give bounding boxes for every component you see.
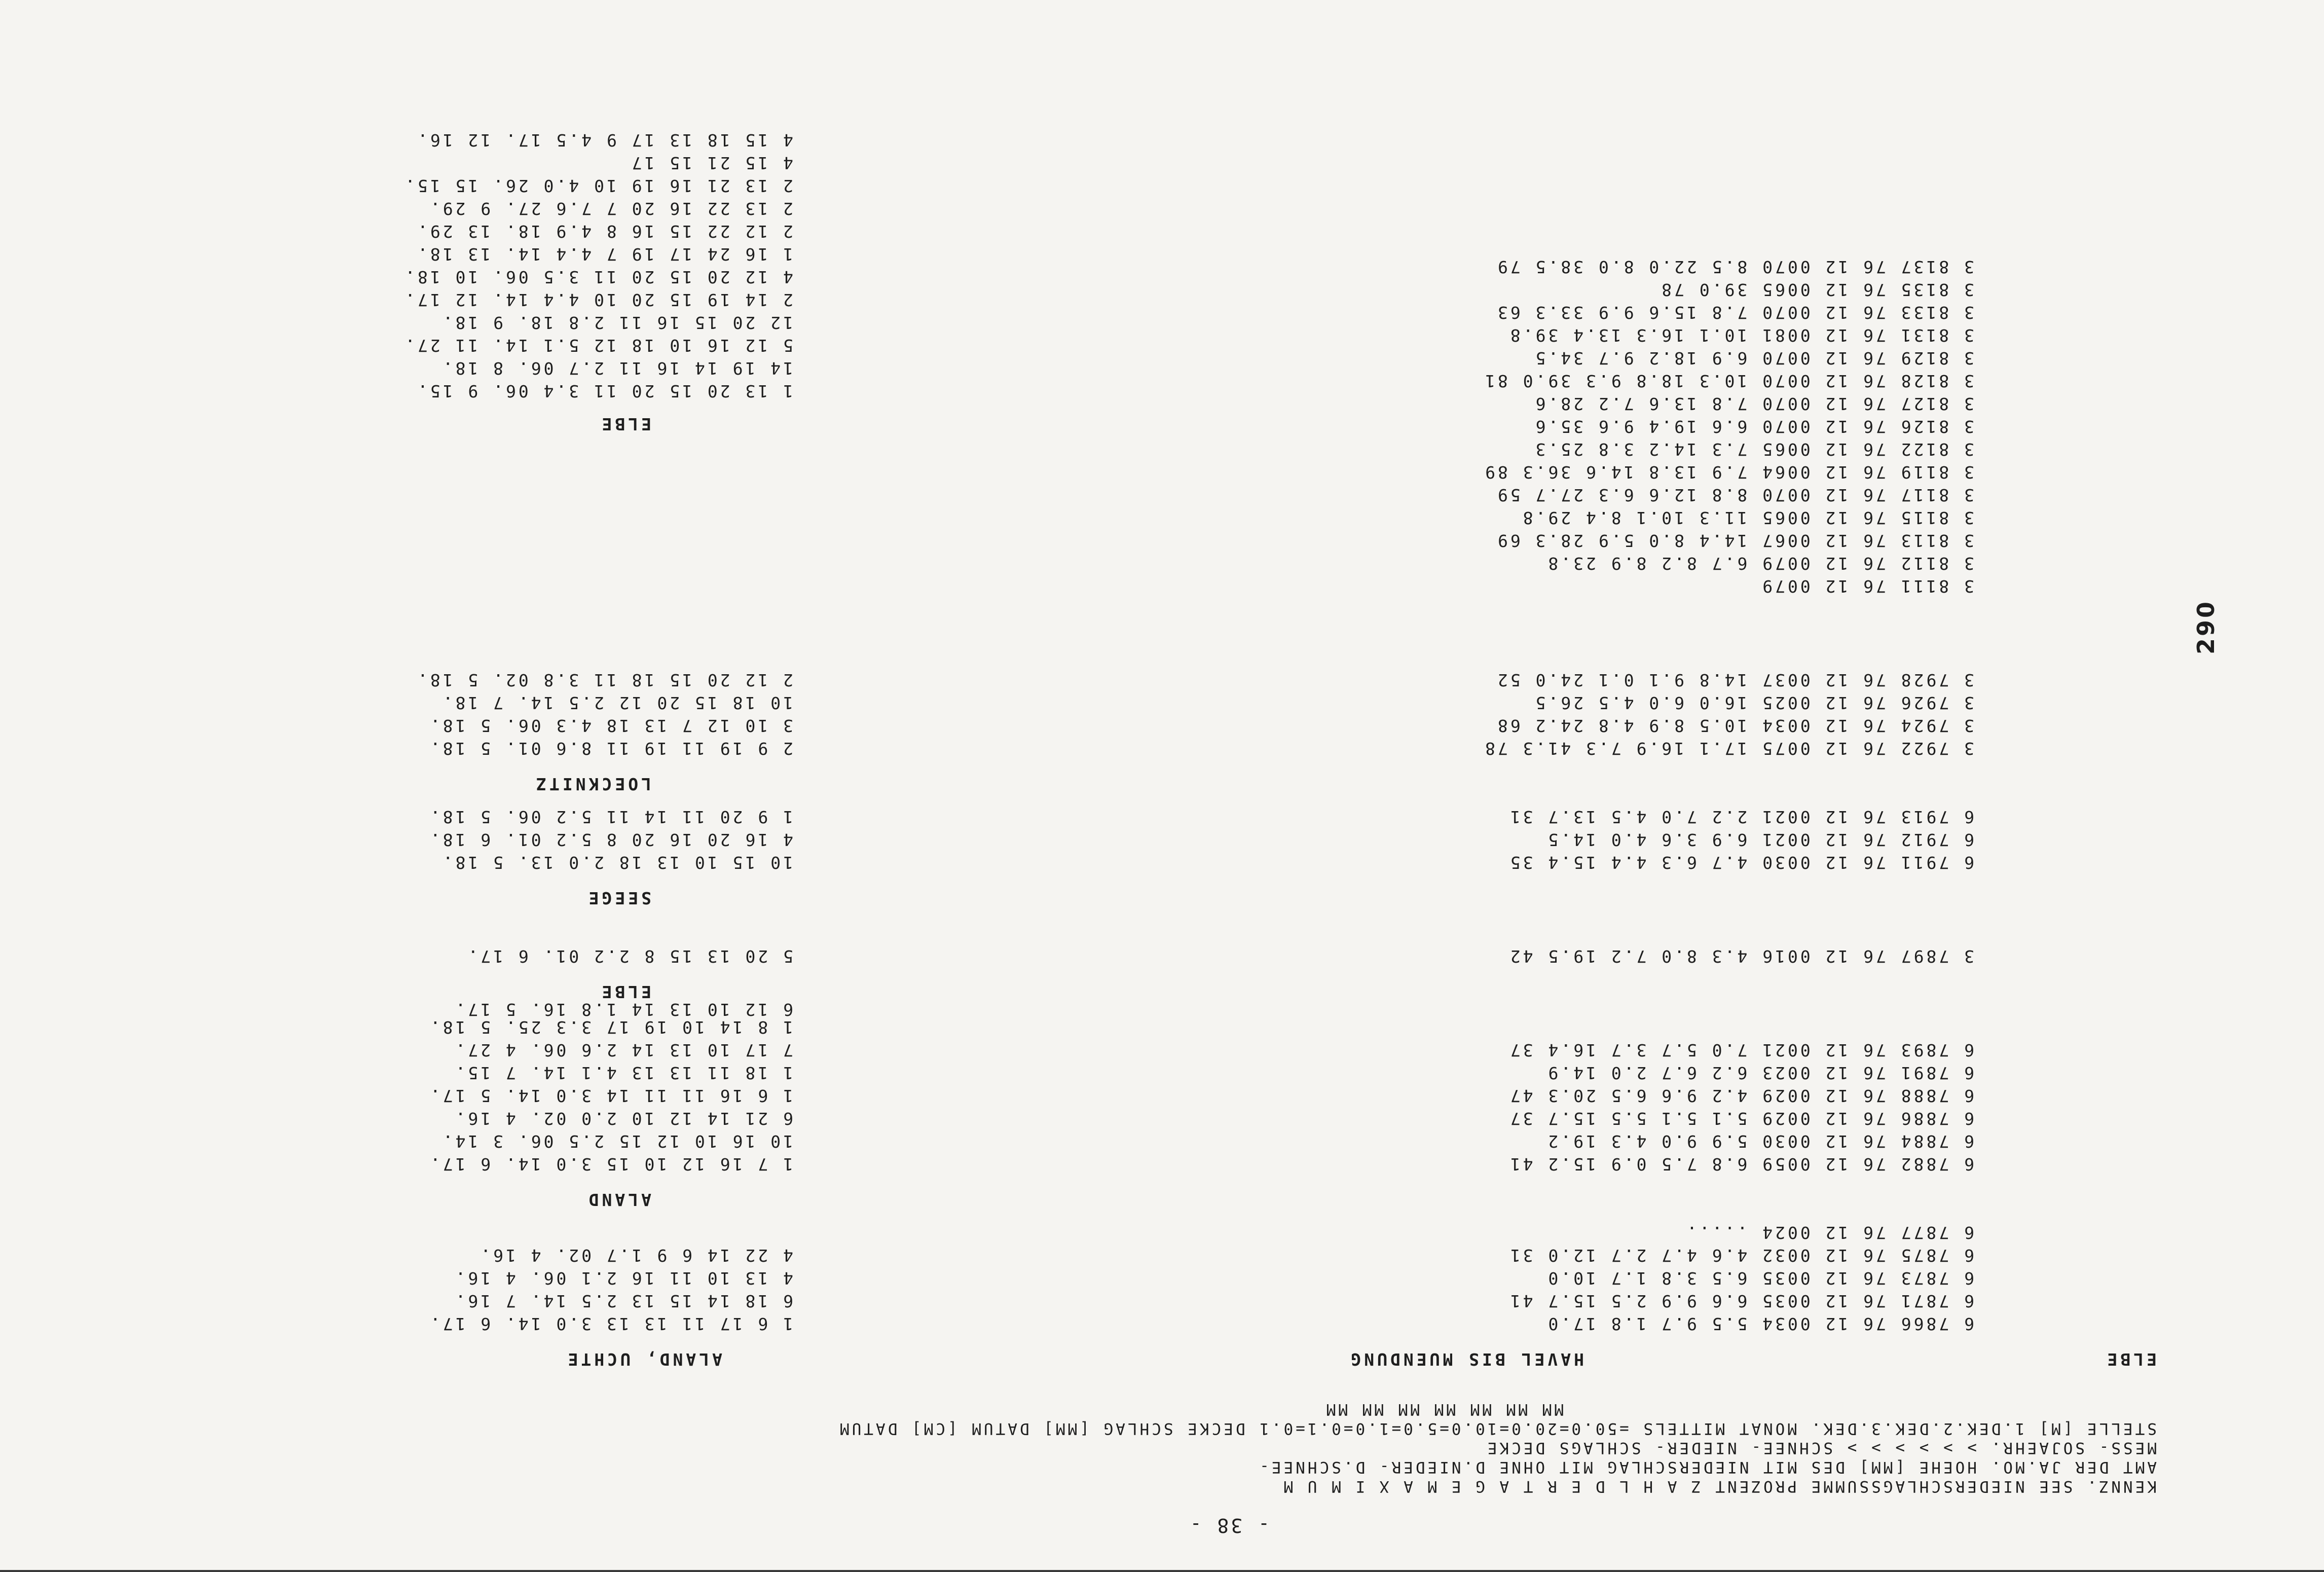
day-count-row: 10 16 10 12 15 2.5 06. 3 14.	[440, 1131, 793, 1151]
page-number: - 38 -	[1188, 1514, 1270, 1537]
day-count-row: 12 20 15 16 11 2.8 18. 9 18.	[440, 313, 793, 333]
day-count-row: 6 12 10 13 14 1.8 16. 5 17.	[453, 1000, 793, 1019]
section-title-aland-uchte: ALAND, UCHTE	[565, 1349, 722, 1369]
station-row: 6 7884 76 12 0030 5.9 9.0 4.3 19.2	[1545, 1131, 1974, 1151]
station-row: 6 7886 76 12 0029 5.1 5.1 5.5 15.7 37	[1507, 1109, 1974, 1128]
day-count-row: 2 13 22 16 20 7 7.6 27. 9 29.	[427, 199, 793, 218]
section-title: ELBE	[599, 982, 651, 1002]
station-row: 6 7866 76 12 0034 5.5 9.7 1.8 17.0	[1545, 1314, 1974, 1334]
day-count-row: 3 10 12 7 13 18 4.3 06. 5 18.	[427, 716, 793, 736]
top-edge-rule	[0, 1570, 2324, 1572]
day-count-row: 1 13 20 15 20 11 3.4 06. 9 15.	[415, 381, 793, 401]
section-title: SEEGE	[585, 888, 651, 908]
station-row: 3 8135 76 12 0065 39.0 78	[1659, 280, 1974, 300]
station-row: 3 7897 76 12 0016 4.3 8.0 7.2 19.5 42	[1507, 946, 1974, 966]
station-row: 6 7911 76 12 0030 4.7 6.3 4.4 15.4 35	[1507, 853, 1974, 872]
day-count-row: 10 18 15 20 12 2.5 14. 7 18.	[440, 693, 793, 713]
station-row: 6 7882 76 12 0059 6.8 7.5 0.9 15.2 41	[1507, 1154, 1974, 1174]
day-count-row: 5 12 16 10 18 12 5.1 14. 11 27.	[402, 336, 793, 355]
day-count-row: 4 13 10 11 16 2.1 06. 4 16.	[453, 1268, 793, 1288]
header-line-2: AMT DER JA.MO. HOEHE [MM] DES MIT NIEDERSCHLAG MIT OHNE D.NIEDER- D.SCHNEE-	[1257, 1458, 2157, 1476]
station-row: 6 7913 76 12 0021 2.2 7.0 4.5 13.7 31	[1507, 807, 1974, 827]
day-count-row: 1 9 20 11 14 11 5.2 06. 5 18.	[427, 807, 793, 827]
station-row: 6 7873 76 12 0035 6.5 3.8 1.7 10.0	[1545, 1268, 1974, 1288]
section-title: ALAND	[585, 1190, 651, 1210]
header-line-3: MESS- SOJAEHR. > > > > > > SCHNEE- NIEDER- SCHLAGS DECKE	[1485, 1439, 2157, 1457]
day-count-row: 6 18 14 15 13 2.5 14. 7 16.	[453, 1291, 793, 1311]
day-count-row: 4 15 18 13 17 9 4.5 17. 12 16.	[415, 130, 793, 150]
day-count-row: 7 17 10 13 14 2.6 06. 4 27.	[453, 1040, 793, 1060]
station-row: 3 8119 76 12 0064 7.9 13.8 14.6 36.3 89	[1483, 462, 1974, 482]
station-row: 3 8113 76 12 0067 14.4 8.0 5.9 28.3 69	[1495, 531, 1974, 551]
section-title-elbe: ELBE	[2104, 1349, 2157, 1369]
day-count-row: 1 6 17 11 13 13 3.0 14. 6 17.	[427, 1314, 793, 1334]
station-row: 6 7871 76 12 0035 6.6 9.9 2.5 15.7 41	[1507, 1291, 1974, 1311]
day-count-row: 1 6 16 11 11 14 3.0 14. 5 17.	[427, 1086, 793, 1106]
station-row: 3 7924 76 12 0034 10.5 8.9 4.8 24.2 68	[1495, 716, 1974, 736]
station-row: 3 7928 76 12 0037 14.8 9.1 0.1 24.0 52	[1495, 670, 1974, 690]
station-row: 3 7922 76 12 0075 17.1 16.9 7.3 41.3 78	[1483, 739, 1974, 758]
station-row: 6 7912 76 12 0021 6.9 3.6 4.0 14.5	[1545, 830, 1974, 850]
station-row: 3 7926 76 12 0025 16.0 6.0 4.5 26.5	[1533, 693, 1974, 713]
day-count-row: 1 7 16 12 10 15 3.0 14. 6 17.	[427, 1154, 793, 1174]
header-line-4: STELLE [M] 1.DEK.2.DEK.3.DEK. MONAT MITTELS =50.0=20.0=10.0=5.0=1.0=0.1=0.1 DECKE SCHLAG [MM] DATUM [CM] DATUM	[837, 1419, 2157, 1438]
day-count-row: 2 12 22 15 16 8 4.9 18. 13 29.	[415, 222, 793, 241]
station-row: 3 8112 76 12 0079 6.7 8.2 8.9 23.8	[1545, 554, 1974, 573]
day-count-row: 6 21 14 12 10 2.0 02. 4 16.	[453, 1109, 793, 1128]
day-count-row: 1 8 14 10 19 17 3.3 25. 5 18.	[427, 1017, 793, 1037]
station-row: 3 8131 76 12 0081 10.1 16.3 13.4 39.8	[1507, 325, 1974, 345]
section-title: LOECKNITZ	[533, 774, 651, 794]
day-count-row: 1 18 11 13 13 4.1 14. 7 15.	[453, 1063, 793, 1083]
station-row: 3 8129 76 12 0070 6.9 18.2 9.7 34.5	[1533, 348, 1974, 368]
section-title-havel: HAVEL BIS MUENDUNG	[1348, 1349, 1584, 1369]
day-count-row: 4 12 20 15 20 11 3.5 06. 10 18.	[402, 267, 793, 287]
station-row: 6 7877 76 12 0024 .....	[1684, 1223, 1974, 1242]
section-title: ELBE	[599, 414, 651, 434]
station-row: 3 8126 76 12 0070 6.6 19.4 9.6 35.6	[1533, 417, 1974, 436]
day-count-row: 4 22 14 6 9 1.7 02. 4 16.	[478, 1246, 793, 1265]
day-count-row: 10 15 10 13 18 2.0 13. 5 18.	[440, 853, 793, 872]
header-line-5: MM MM MM MM MM MM MM	[1323, 1400, 1564, 1418]
station-row: 3 8111 76 12 0079	[1760, 576, 1974, 596]
station-row: 6 7891 76 12 0023 6.2 6.7 2.0 14.9	[1545, 1063, 1974, 1083]
margin-page-number: 290	[2192, 599, 2220, 654]
station-row: 3 8127 76 12 0070 7.8 13.6 7.2 28.6	[1533, 394, 1974, 414]
day-count-row: 5 20 13 15 8 2.2 01. 6 17.	[465, 946, 793, 966]
station-row: 3 8137 76 12 0070 8.5 22.0 8.0 38.5 79	[1495, 257, 1974, 277]
station-row: 6 7893 76 12 0021 7.0 5.7 3.7 16.4 37	[1507, 1040, 1974, 1060]
station-row: 6 7875 76 12 0032 4.6 4.7 2.7 12.0 31	[1507, 1246, 1974, 1265]
day-count-row: 4 15 21 15 17	[629, 153, 793, 173]
station-row: 3 8128 76 12 0070 10.3 18.8 9.3 39.0 81	[1483, 371, 1974, 391]
station-row: 3 8122 76 12 0065 7.3 14.2 3.8 25.3	[1533, 440, 1974, 459]
day-count-row: 1 16 24 17 19 7 4.4 14. 13 18.	[415, 244, 793, 264]
day-count-row: 2 14 19 15 20 10 4.4 14. 12 17.	[402, 290, 793, 310]
day-count-row: 2 9 19 11 19 11 8.6 01. 5 18.	[427, 739, 793, 758]
header-line-1: KENNZ. SEE NIEDERSCHLAGSSUMME PROZENT Z A H L D E R T A G E M A X I M U M	[1281, 1477, 2157, 1495]
station-row: 6 7888 76 12 0029 4.2 9.6 6.5 20.3 47	[1507, 1086, 1974, 1106]
station-row: 3 8117 76 12 0070 8.8 12.6 6.3 27.7 59	[1495, 485, 1974, 505]
day-count-row: 2 13 21 16 19 10 4.0 26. 15 15.	[402, 176, 793, 196]
day-count-row: 14 19 14 16 11 2.7 06. 8 18.	[440, 358, 793, 378]
day-count-row: 4 16 20 16 20 8 5.2 01. 6 18.	[427, 830, 793, 850]
station-row: 3 8133 76 12 0070 7.8 15.6 9.9 33.3 63	[1495, 303, 1974, 322]
day-count-row: 2 12 20 15 18 11 3.8 02. 5 18.	[415, 670, 793, 690]
station-row: 3 8115 76 12 0065 11.3 10.1 8.4 29.8	[1520, 508, 1974, 528]
